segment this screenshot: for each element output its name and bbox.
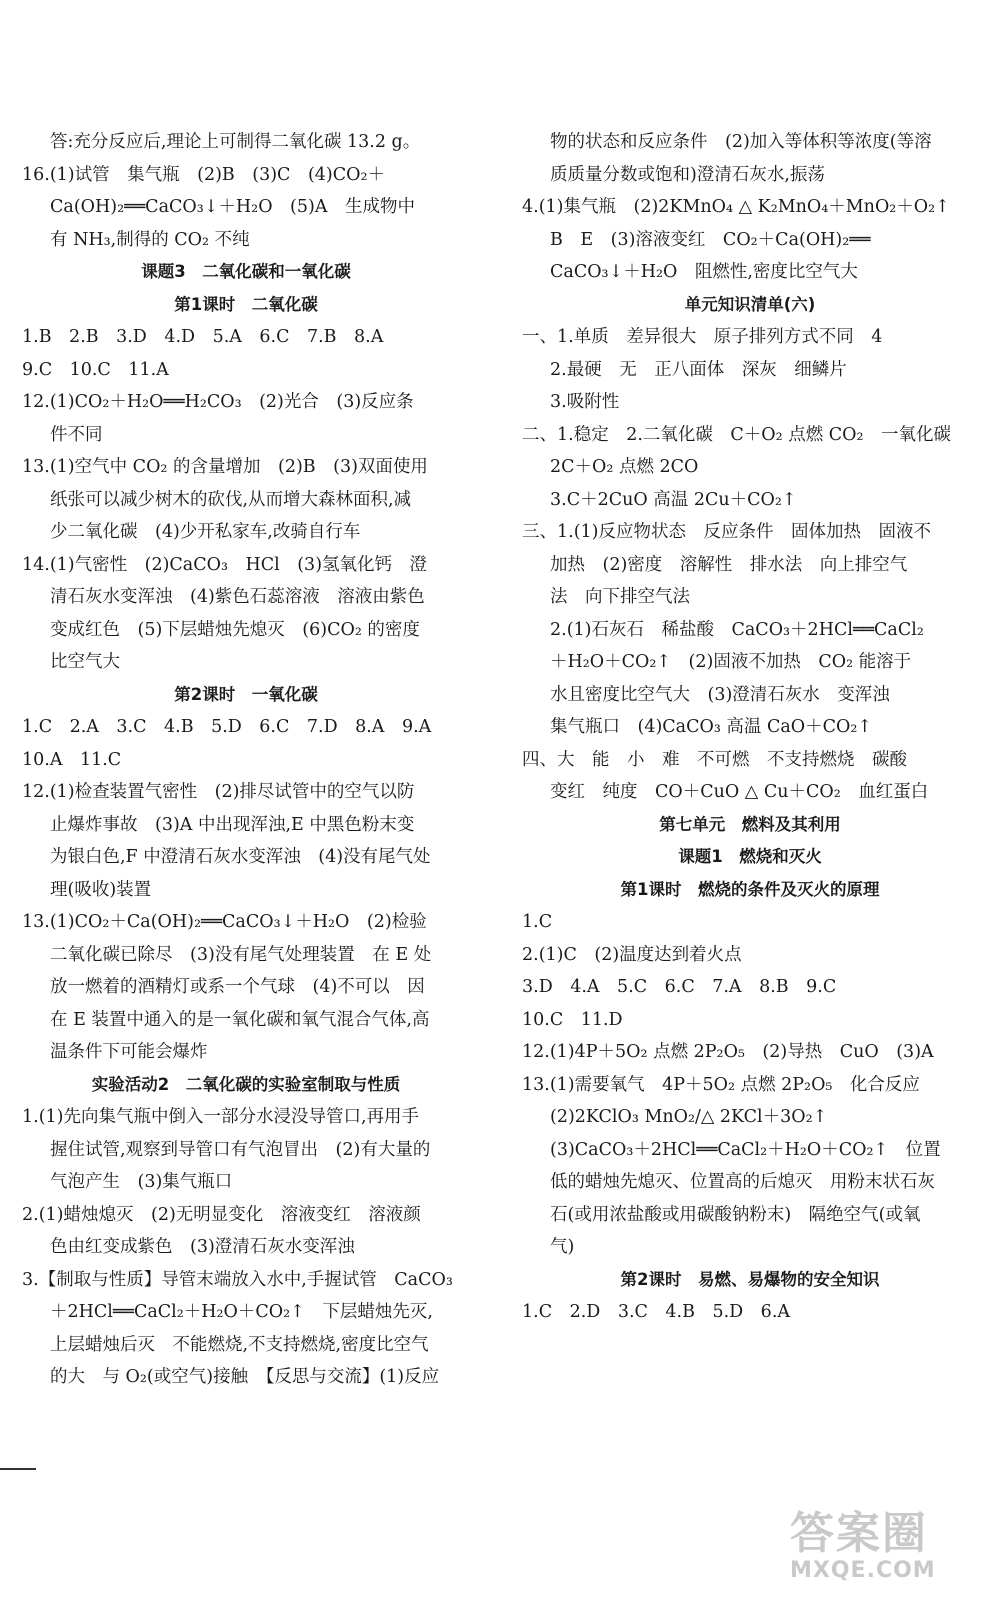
answer-line: 1.C 2.A 3.C 4.B 5.D 6.C 7.D 8.A 9.A	[22, 717, 432, 737]
answer-line: 法 向下排空气法	[550, 587, 690, 607]
answer-line: ＋2HCl══CaCl₂＋H₂O＋CO₂↑ 下层蜡烛先灭,	[50, 1302, 433, 1322]
section-heading: 第1课时 燃烧的条件及灭火的原理	[620, 879, 880, 899]
answer-line: 件不同	[50, 424, 103, 445]
answer-line: 纸张可以减少树木的砍伐,从而增大森林面积,减	[50, 489, 412, 510]
answer-line: 气)	[550, 1237, 575, 1257]
answer-line: 质质量分数或饱和)澄清石灰水,振荡	[550, 164, 825, 185]
answer-line: 2C＋O₂ 点燃 2CO	[550, 457, 699, 477]
answer-line: Ca(OH)₂══CaCO₃↓＋H₂O (5)A 生成物中	[50, 197, 415, 217]
answer-line: 2.(1)C (2)温度达到着火点	[522, 944, 742, 965]
section-heading: 第2课时 易燃、易爆物的安全知识	[620, 1269, 880, 1289]
answer-line: 握住试管,观察到导管口有气泡冒出 (2)有大量的	[50, 1139, 431, 1160]
answer-line: (2)2KClO₃ MnO₂/△ 2KCl＋3O₂↑	[550, 1107, 828, 1127]
answer-line: 3.C＋2CuO 高温 2Cu＋CO₂↑	[550, 489, 797, 510]
answer-line: 在 E 装置中通入的是一氧化碳和氧气混合气体,高	[50, 1009, 430, 1030]
answer-line: 4.(1)集气瓶 (2)2KMnO₄ △ K₂MnO₄＋MnO₂＋O₂↑	[522, 197, 950, 217]
answer-line: 色由红变成紫色 (3)澄清石灰水变浑浊	[50, 1237, 355, 1257]
answer-line: 为银白色,F 中澄清石灰水变浑浊 (4)没有尾气处	[50, 847, 431, 867]
answer-line: 二氧化碳已除尽 (3)没有尾气处理装置 在 E 处	[50, 944, 432, 965]
answer-line: 13.(1)需要氧气 4P＋5O₂ 点燃 2P₂O₅ 化合反应	[522, 1074, 920, 1095]
answer-line: 13.(1)CO₂＋Ca(OH)₂══CaCO₃↓＋H₂O (2)检验	[22, 912, 427, 932]
answer-line: 变红 纯度 CO＋CuO △ Cu＋CO₂ 血红蛋白	[550, 782, 929, 802]
section-heading: 第七单元 燃料及其利用	[659, 814, 841, 834]
answer-line: 止爆炸事故 (3)A 中出现浑浊,E 中黑色粉末变	[50, 814, 415, 835]
answer-line: 集气瓶口 (4)CaCO₃ 高温 CaO＋CO₂↑	[550, 717, 873, 737]
answer-line: 比空气大	[50, 652, 120, 672]
answer-line: 变成红色 (5)下层蜡烛先熄灭 (6)CO₂ 的密度	[50, 619, 420, 640]
section-heading: 第1课时 二氧化碳	[174, 294, 318, 314]
answer-line: 14.(1)气密性 (2)CaCO₃ HCl (3)氢氧化钙 澄	[22, 554, 428, 575]
answer-line: 12.(1)CO₂＋H₂O══H₂CO₃ (2)光合 (3)反应条	[22, 392, 414, 412]
watermark-logo	[790, 1510, 980, 1590]
answer-line: CaCO₃↓＋H₂O 阻燃性,密度比空气大	[550, 262, 858, 282]
watermark-url: MXQE.COM	[790, 1558, 936, 1583]
section-heading: 第2课时 一氧化碳	[174, 684, 318, 704]
answer-line: 上层蜡烛后灭 不能燃烧,不支持燃烧,密度比空气	[50, 1334, 429, 1355]
answer-line: 少二氧化碳 (4)少开私家车,改骑自行车	[50, 522, 361, 542]
section-heading: 课题1 燃烧和灭火	[678, 847, 822, 866]
section-heading: 单元知识清单(六)	[684, 294, 816, 314]
answer-line: 一、1.单质 差异很大 原子排列方式不同 4	[522, 327, 883, 347]
answer-line: 13.(1)空气中 CO₂ 的含量增加 (2)B (3)双面使用	[22, 457, 428, 477]
answer-line: 有 NH₃,制得的 CO₂ 不纯	[50, 229, 250, 250]
answer-line: 的大 与 O₂(或空气)接触 【反思与交流】(1)反应	[50, 1367, 440, 1387]
answer-line: 加热 (2)密度 溶解性 排水法 向上排空气	[550, 554, 908, 575]
answer-line: 3.【制取与性质】导管末端放入水中,手握试管 CaCO₃	[22, 1269, 453, 1290]
answer-line: 12.(1)4P＋5O₂ 点燃 2P₂O₅ (2)导热 CuO (3)A	[522, 1042, 934, 1062]
answer-line: 3.吸附性	[550, 392, 620, 412]
answer-line: 2.(1)蜡烛熄灭 (2)无明显变化 溶液变红 溶液颜	[22, 1204, 421, 1225]
answer-line: 9.C 10.C 11.A	[22, 359, 169, 380]
answer-line: 四、大 能 小 难 不可燃 不支持燃烧 碳酸	[522, 749, 907, 770]
section-heading: 实验活动2 二氧化碳的实验室制取与性质	[91, 1074, 401, 1094]
section-heading: 课题3 二氧化碳和一氧化碳	[141, 262, 351, 281]
right-answer-column	[522, 126, 978, 1329]
answer-line: 1.C 2.D 3.C 4.B 5.D 6.A	[522, 1302, 791, 1322]
answer-line: 气泡产生 (3)集气瓶口	[50, 1172, 233, 1192]
answer-line: B E (3)溶液变红 CO₂＋Ca(OH)₂══	[550, 229, 871, 250]
answer-line: 石(或用浓盐酸或用碳酸钠粉末) 隔绝空气(或氧	[550, 1204, 921, 1225]
answer-line: 清石灰水变浑浊 (4)紫色石蕊溶液 溶液由紫色	[50, 587, 425, 607]
answer-line: 1.C	[522, 912, 553, 932]
answer-line: 物的状态和反应条件 (2)加入等体积等浓度(等溶	[550, 132, 932, 152]
answer-line: (3)CaCO₃＋2HCl══CaCl₂＋H₂O＋CO₂↑ 位置	[550, 1139, 941, 1160]
left-answer-column	[22, 126, 470, 1394]
watermark-logo-text: 答案圈	[790, 1508, 928, 1559]
answer-line: 理(吸收)装置	[50, 879, 152, 900]
answer-line: 放一燃着的酒精灯或系一个气球 (4)不可以 因	[50, 977, 425, 997]
answer-line: 1.(1)先向集气瓶中倒入一部分水浸没导管口,再用手	[22, 1107, 420, 1127]
answer-line: 10.A 11.C	[22, 749, 122, 770]
answer-line: 二、1.稳定 2.二氧化碳 C＋O₂ 点燃 CO₂ 一氧化碳	[522, 424, 952, 445]
answer-line: 16.(1)试管 集气瓶 (2)B (3)C (4)CO₂＋	[22, 164, 385, 185]
answer-line: 10.C 11.D	[522, 1009, 623, 1030]
answer-line: 答:充分反应后,理论上可制得二氧化碳 13.2 g。	[50, 132, 421, 152]
answer-line: 温条件下可能会爆炸	[50, 1042, 208, 1062]
footnote-rule	[0, 1468, 36, 1470]
answer-line: 低的蜡烛先熄灭、位置高的后熄灭 用粉末状石灰	[550, 1172, 935, 1192]
answer-line: 2.(1)石灰石 稀盐酸 CaCO₃＋2HCl══CaCl₂	[550, 619, 924, 640]
answer-line: 1.B 2.B 3.D 4.D 5.A 6.C 7.B 8.A	[22, 327, 384, 347]
answer-line: 三、1.(1)反应物状态 反应条件 固体加热 固液不	[522, 522, 931, 542]
answer-line: 3.D 4.A 5.C 6.C 7.A 8.B 9.C	[522, 977, 837, 997]
answer-line: ＋H₂O＋CO₂↑ (2)固液不加热 CO₂ 能溶于	[550, 652, 912, 672]
answer-line: 水且密度比空气大 (3)澄清石灰水 变浑浊	[550, 684, 890, 705]
answer-line: 2.最硬 无 正八面体 深灰 细鳞片	[550, 359, 847, 380]
answer-line: 12.(1)检查装置气密性 (2)排尽试管中的空气以防	[22, 782, 415, 802]
